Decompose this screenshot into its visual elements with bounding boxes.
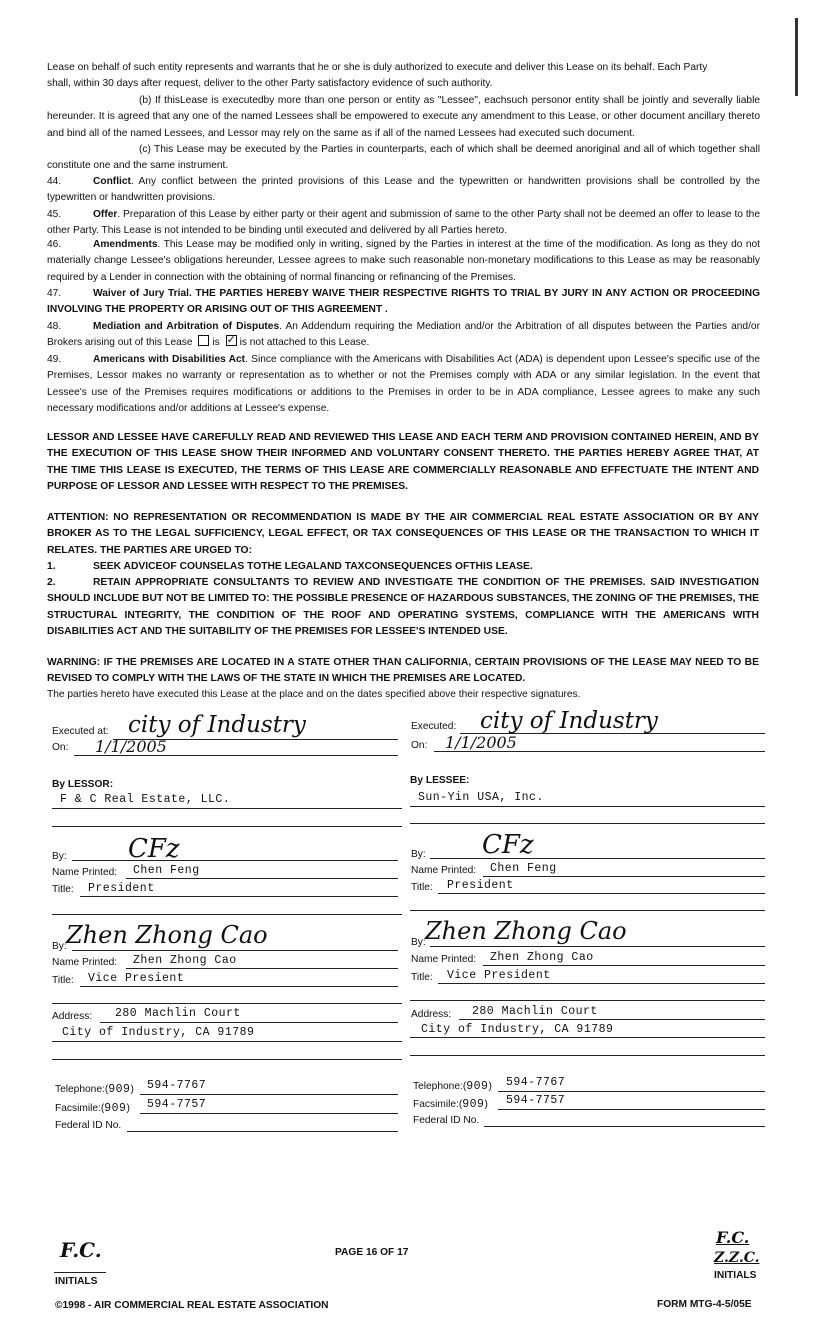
copyright: ©1998 - AIR COMMERCIAL REAL ESTATE ASSOCIATION [55, 1300, 329, 1311]
lessee-title-line [438, 893, 765, 894]
lessee-fax-line [498, 1109, 765, 1110]
section-number: 49. [47, 354, 62, 365]
lessee-telephone-number[interactable]: 594-7767 [506, 1076, 566, 1089]
lessee-signer-1-title[interactable]: President [447, 879, 514, 892]
telephone-area-code[interactable]: 909 [108, 1083, 131, 1096]
initials-left-handwritten[interactable]: F.C. [60, 1238, 102, 1262]
lessee-signature-2[interactable]: Zhen Zhong Cao [425, 917, 627, 945]
section-text: . This Lease may be modified only in writing, signed by the Parties in interest at the time of the modification. As long as they do not materially change Lessee's obligations hereunder, Lessee agrees to make such reasonable non-monetary modifications to this Lease as may be reasonably required by a Lender in connection with the obtaining of normal financing or refinancing of the Premises. [47, 239, 760, 283]
notice-read-reviewed: LESSOR AND LESSEE HAVE CAREFULLY READ AND REVIEWED THIS LEASE AND EACH TERM AND PROVISION CONTAINED HEREIN, AND BY THE EXECUTION OF THIS LEASE SHOW THEIR INFORMED AND VOLUNTARY CONSENT THERETO. THE PARTIES HEREBY AGREE THAT, AT THE TIME THIS LEASE IS EXECUTED, THE TERMS OF THIS LEASE ARE COMMERCIALLY REASONABLE AND EFFECTUATE THE INTENT AND PURPOSE OF LESSOR AND LESSEE WITH RESPECT TO THE PREMISES. [47, 432, 759, 493]
lessee-name-printed-2-label: Name Printed: [411, 954, 477, 965]
section-46 [47, 237, 760, 286]
lessor-by-label: By: [52, 851, 67, 862]
notice-item-1 [47, 559, 759, 575]
section-45 [47, 207, 760, 240]
lessee-by-label: By: [411, 849, 426, 860]
lessor-on-label: On: [52, 742, 69, 753]
lessor-federal-id-line[interactable] [127, 1131, 398, 1132]
item-text: RETAIN APPROPRIATE CONSULTANTS TO REVIEW AND INVESTIGATE THE CONDITION OF THE PREMISES. SAID INVESTIGATION SHOULD INCLUDE BUT NOT BE LIMITED TO: THE POSSIBLE PRESENCE OF HAZARDOUS SUBSTANCES, THE ZONING OF THE PREMISES, THE STRUCTURAL INTEGRITY, THE CONDITION OF THE ROOF AND OPERATING SYSTEMS, COMPLIANCE WITH THE AMERICANS WITH DISABILITIES ACT AND THE SUITABILITY OF THE PREMISES FOR LESSEE'S INTENDED USE. [47, 577, 759, 638]
lessor-entity-line2 [52, 826, 402, 827]
fax-label: Facsimile:( [413, 1099, 463, 1110]
lessor-spacer-2-line [52, 1003, 402, 1004]
section-text: . An Addendum requiring the Mediation and/or the Arbitration of all disputes between the Parties and/or Brokers arising out of this Lease [47, 321, 760, 349]
lessee-address-label: Address: [411, 1009, 452, 1020]
lessee-signer-2-title[interactable]: Vice President [447, 969, 551, 982]
addendum-is-not-label: is not attached to this Lease. [239, 337, 370, 349]
lessor-address-line1 [100, 1022, 398, 1023]
paragraph-authority-line2: shall, within 30 days after request, deliver to the other Party satisfactory evidence of such authority. [47, 78, 493, 90]
lessor-address-line2 [52, 1041, 402, 1042]
lessor-spacer-line [52, 914, 402, 915]
section-title: Mediation and Arbitration of Disputes [93, 321, 280, 332]
section-48 [47, 319, 760, 352]
lessee-on-label: On: [411, 740, 428, 751]
initials-right-label: INITIALS [714, 1270, 757, 1281]
page-number: PAGE 16 OF 17 [335, 1247, 409, 1258]
lessee-signature-1[interactable]: CFz [482, 830, 534, 860]
item-text: SEEK ADVICEOF COUNSELAS TOTHE LEGALAND TAXCONSEQUENCES OFTHIS LEASE. [93, 561, 533, 572]
section-title: Americans with Disabilities Act [93, 354, 246, 365]
lessee-title-label: Title: [411, 882, 433, 893]
lessor-by-line [72, 860, 398, 861]
lessor-by-2-line [72, 950, 398, 951]
lessee-title-2-line [438, 983, 765, 984]
lessee-address-line3 [410, 1055, 765, 1056]
lessor-signer-1-title[interactable]: President [88, 882, 155, 895]
section-49 [47, 352, 760, 418]
section-number: 45. [47, 209, 62, 220]
lessor-signer-2-title[interactable]: Vice Presient [88, 972, 185, 985]
scan-edge-mark [795, 18, 798, 96]
lessor-executed-at-value[interactable]: city of Industry [128, 712, 306, 738]
section-title: Waiver of Jury Trial [93, 288, 189, 299]
lessee-signer-1-name[interactable]: Chen Feng [490, 862, 557, 875]
notice-item-2 [47, 575, 759, 641]
lessee-spacer-line [410, 910, 765, 911]
fax-label: Facsimile:( [55, 1103, 105, 1114]
section-47 [47, 286, 760, 319]
item-number: 2. [47, 577, 56, 588]
lessor-title-label: Title: [52, 884, 74, 895]
lessee-fax: Facsimile:(909) [413, 1098, 488, 1111]
lessor-name-printed-label: Name Printed: [52, 867, 118, 878]
lessee-by-2-line [430, 946, 765, 947]
lessee-name-printed-line [483, 876, 765, 877]
lessee-header: By LESSEE: [410, 775, 470, 786]
lessee-on-value[interactable]: 1/1/2005 [445, 733, 517, 752]
fax-area-code[interactable]: 909 [462, 1098, 485, 1111]
lessor-federal-id-label: Federal ID No. [55, 1120, 122, 1131]
lessor-telephone-line [140, 1094, 398, 1095]
addendum-is-not-checkbox[interactable] [226, 335, 237, 346]
lessor-address-line3 [52, 1059, 402, 1060]
paragraph-b: (b) If thisLease is executedby more than one person or entity as "Lessee", eachsuch personor entity shall be jointly and severally liable hereunder. It is agreed that any one of the named Lessees shall be empowered to execute any amendment to this Lease, or other document ancillary thereto and bind all of the named Lessees, and Lessor may rely on the same as if all of the named Lessees had executed such document. [47, 95, 760, 139]
section-number: 46. [47, 239, 62, 250]
paragraph-authority [47, 60, 760, 93]
lessor-fax: Facsimile:(909) [55, 1102, 130, 1115]
lessee-executed-label: Executed: [411, 721, 457, 732]
lessor-title-2-line [80, 986, 398, 987]
telephone-area-code[interactable]: 909 [466, 1080, 489, 1093]
paragraph-c: (c) This Lease may be executed by the Parties in counterparts, each of which shall be deemed anoriginal and all of which together shall constitute one and the same instrument. [47, 144, 760, 172]
lessor-signature-2[interactable]: Zhen Zhong Cao [66, 921, 268, 949]
lessee-address-line1 [459, 1019, 765, 1020]
lessee-spacer-2-line [410, 1000, 765, 1001]
lessee-signer-2-name[interactable]: Zhen Zhong Cao [490, 951, 594, 964]
lessor-on-value[interactable]: 1/1/2005 [95, 737, 167, 756]
section-text: . Preparation of this Lease by either party or their agent and submission of same to the other Party shall not be deemed an offer to lease to the other Party. This Lease is not intended to be binding until executed and delivered by all Parties hereto. [47, 209, 760, 237]
lessor-fax-line [140, 1113, 398, 1114]
lessor-entity-line1 [52, 808, 402, 809]
lessee-name-printed-2-line [483, 965, 765, 966]
initials-left-line [54, 1272, 106, 1273]
item-number: 1. [47, 561, 56, 572]
section-text: . Since compliance with the Americans with Disabilities Act (ADA) is dependent upon Lessee's specific use of the Premises, Lessor makes no warranty or representation as to whether or not the Premises comply with ADA or any similar legislation. In the event that Lessee's use of the Premises requires modifications or additions to the Premises in order to be in ADA compliance, Lessee agrees to make any such necessary modifications and/or additions at Lessee's expense. [47, 354, 760, 415]
initials-right-handwritten-2[interactable]: Z.Z.C. [714, 1250, 760, 1266]
lessee-federal-id-line[interactable] [484, 1126, 765, 1127]
lessor-by-2-label: By: [52, 941, 67, 952]
lessee-entity-line2 [410, 823, 765, 824]
lessor-telephone: Telephone:(909) [55, 1083, 134, 1096]
notice-warning: WARNING: IF THE PREMISES ARE LOCATED IN A STATE OTHER THAN CALIFORNIA, CERTAIN PROVISIONS OF THE LEASE MAY NEED TO BE REVISED TO COMPLY WITH THE LAWS OF THE STATE IN WHICH THE PREMISES ARE LOCATED. [47, 657, 759, 685]
lessee-address-1[interactable]: 280 Machlin Court [472, 1005, 598, 1018]
fax-area-code[interactable]: 909 [104, 1102, 127, 1115]
paragraph-authority-line1: Lease on behalf of such entity represents and warrants that he or she is duly authorized to execute and deliver this Lease on its behalf. Each Party [47, 62, 708, 73]
lessor-executed-at-label: Executed at: [52, 726, 109, 737]
lessee-by-line [430, 858, 765, 859]
lessee-by-2-label: By: [411, 937, 426, 948]
section-title: Amendments [93, 239, 158, 250]
notice-attention: ATTENTION: NO REPRESENTATION OR RECOMMENDATION IS MADE BY THE AIR COMMERCIAL REAL ESTATE ASSOCIATION OR BY ANY BROKER AS TO THE LEGAL SUFFICIENCY, LEGAL EFFECT, OR TAX CONSEQUENCES OF THIS LEASE OR THE TRANSACTION TO WHICH IT RELATES. THE PARTIES ARE URGED TO: [47, 512, 759, 556]
lessor-signer-1-name[interactable]: Chen Feng [133, 864, 200, 877]
lessor-fax-number[interactable]: 594-7757 [147, 1098, 207, 1111]
lessee-telephone: Telephone:(909) [413, 1080, 492, 1093]
section-text: . Any conflict between the printed provisions of this Lease and the typewritten or handwritten provisions shall be controlled by the typewritten or handwritten provisions. [47, 176, 760, 204]
section-number: 47. [47, 288, 62, 299]
initials-right-handwritten-1[interactable]: F.C. [716, 1228, 750, 1247]
lessor-name-printed-2-label: Name Printed: [52, 957, 118, 968]
lessor-title-2-label: Title: [52, 975, 74, 986]
lessor-title-line [80, 896, 398, 897]
lessor-header: By LESSOR: [52, 779, 114, 790]
telephone-label: Telephone:( [55, 1084, 109, 1095]
section-title: Conflict [93, 176, 131, 187]
executed-statement: The parties hereto have executed this Lease at the place and on the dates specified above their respective signatures. [47, 689, 581, 700]
lessor-telephone-number[interactable]: 594-7767 [147, 1079, 207, 1092]
lessee-address-line2 [410, 1037, 765, 1038]
lessor-address-label: Address: [52, 1011, 93, 1022]
addendum-is-label: is [212, 337, 220, 349]
lessor-name-printed-line [126, 878, 398, 879]
section-number: 48. [47, 321, 62, 332]
section-44 [47, 174, 760, 207]
lessee-address-2[interactable]: City of Industry, CA 91789 [421, 1023, 614, 1036]
section-number: 44. [47, 176, 62, 187]
lessor-address-2[interactable]: City of Industry, CA 91789 [62, 1026, 255, 1039]
lessor-signature-1[interactable]: CFz [128, 834, 180, 864]
lessee-title-2-label: Title: [411, 972, 433, 983]
section-title: Offer [93, 209, 118, 220]
section-text: . THE PARTIES HEREBY WAIVE THEIR RESPECTIVE RIGHTS TO TRIAL BY JURY IN ANY ACTION OR PROCEEDING INVOLVING THE PROPERTY OR ARISING OUT OF THIS AGREEMENT . [47, 288, 760, 316]
lessee-federal-id-label: Federal ID No. [413, 1115, 480, 1126]
lessor-entity-name[interactable]: F & C Real Estate, LLC. [60, 793, 231, 806]
form-number: FORM MTG-4-5/05E [657, 1299, 752, 1310]
initials-left-label: INITIALS [55, 1276, 98, 1287]
lessor-name-printed-2-line [126, 968, 398, 969]
lessee-fax-number[interactable]: 594-7757 [506, 1094, 566, 1107]
lessee-name-printed-label: Name Printed: [411, 865, 477, 876]
lessee-telephone-line [498, 1091, 765, 1092]
lessee-executed-value[interactable]: city of Industry [480, 708, 658, 734]
lessee-entity-line1 [410, 806, 765, 807]
lessee-entity-name[interactable]: Sun-Yin USA, Inc. [418, 791, 544, 804]
lessor-address-1[interactable]: 280 Machlin Court [115, 1007, 241, 1020]
lessor-signer-2-name[interactable]: Zhen Zhong Cao [133, 954, 237, 967]
telephone-label: Telephone:( [413, 1081, 467, 1092]
addendum-is-checkbox[interactable] [198, 335, 209, 346]
